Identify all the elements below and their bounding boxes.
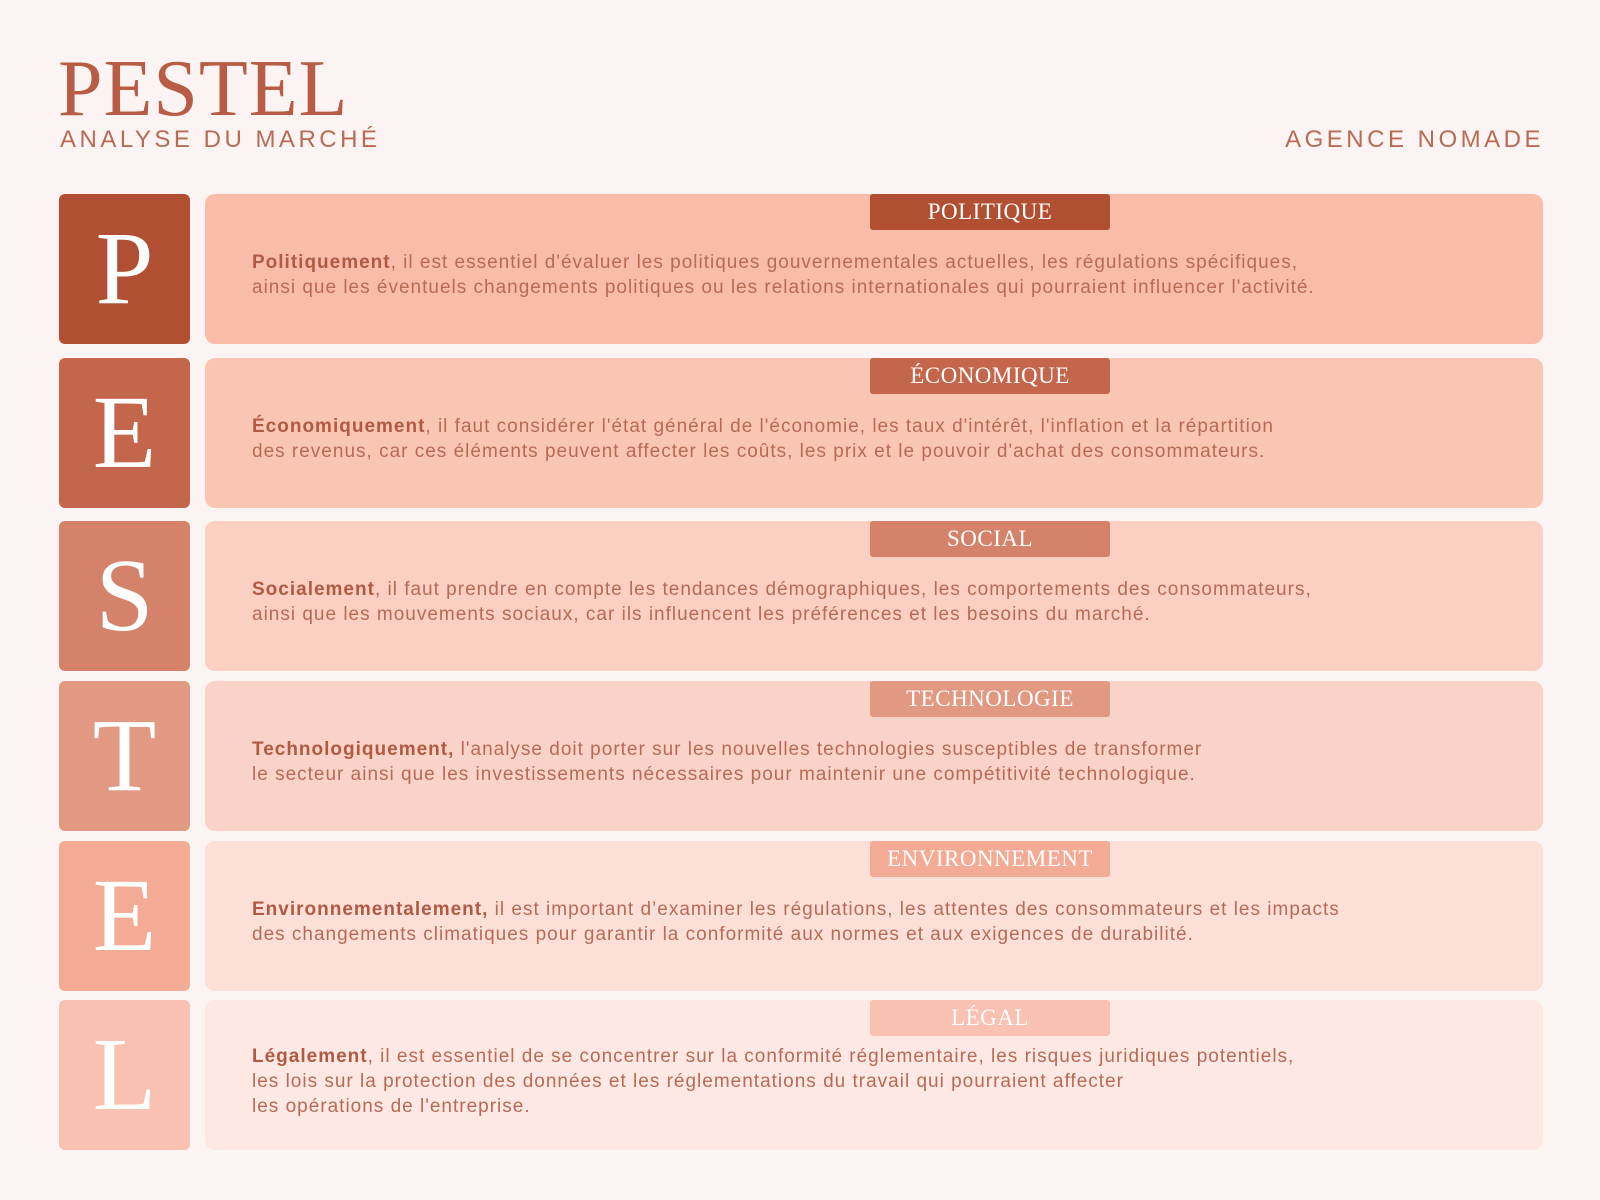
description-lead: Technologiquement, bbox=[252, 739, 455, 760]
section-description bbox=[252, 414, 1492, 464]
section-card bbox=[205, 521, 1543, 671]
description-text: il est important d’examiner les régulations, les attentes des consommateurs et les impacts bbox=[488, 899, 1340, 920]
pestel-row-technologie bbox=[0, 681, 1600, 831]
description-lead: Politiquement bbox=[252, 252, 391, 273]
pestel-row-politique bbox=[0, 194, 1600, 344]
letter-box bbox=[59, 1000, 190, 1150]
description-line bbox=[252, 897, 1492, 922]
pestel-row-social bbox=[0, 521, 1600, 671]
letter-box bbox=[59, 194, 190, 344]
letter-box bbox=[59, 841, 190, 991]
section-description bbox=[252, 737, 1492, 787]
description-text: , il est essentiel de se concentrer sur la conformité réglementaire, les risques juridiques potentiels, bbox=[367, 1046, 1295, 1067]
letter-box bbox=[59, 358, 190, 508]
description-line: les lois sur la protection des données et les réglementations du travail qui pourraient affecter bbox=[252, 1071, 1124, 1092]
description-line: ainsi que les mouvements sociaux, car ils influencent les préférences et les besoins du marché. bbox=[252, 604, 1151, 625]
section-tag bbox=[870, 358, 1110, 394]
page-title: PESTEL bbox=[58, 45, 349, 133]
pestel-letter: E bbox=[92, 858, 157, 973]
pestel-letter: E bbox=[92, 375, 157, 490]
description-line bbox=[252, 414, 1492, 439]
page-subtitle: ANALYSE DU MARCHÉ bbox=[60, 126, 381, 153]
description-text: , il faut prendre en compte les tendances démographiques, les comportements des consommateurs, bbox=[374, 579, 1312, 600]
description-line: les opérations de l'entreprise. bbox=[252, 1096, 531, 1117]
description-line: ainsi que les éventuels changements politiques ou les relations internationales qui pourraient influencer l'activité. bbox=[252, 277, 1315, 298]
description-line bbox=[252, 577, 1492, 602]
section-tag bbox=[870, 194, 1110, 230]
section-description bbox=[252, 897, 1492, 947]
pestel-letter: P bbox=[95, 211, 154, 326]
section-tag-label: LÉGAL bbox=[951, 1005, 1029, 1030]
description-line: des changements climatiques pour garantir la conformité aux normes et aux exigences de durabilité. bbox=[252, 924, 1194, 945]
description-lead: Économiquement bbox=[252, 416, 426, 437]
pestel-letter: L bbox=[92, 1017, 157, 1132]
description-lead: Environnementalement, bbox=[252, 899, 489, 920]
section-description bbox=[252, 577, 1492, 627]
pestel-row-environnement bbox=[0, 841, 1600, 991]
section-tag bbox=[870, 521, 1110, 557]
section-tag-label: ÉCONOMIQUE bbox=[910, 363, 1070, 388]
section-description bbox=[252, 1044, 1492, 1119]
section-tag bbox=[870, 841, 1110, 877]
company-name: AGENCE NOMADE bbox=[1285, 126, 1544, 153]
pestel-row-economique bbox=[0, 358, 1600, 508]
description-line: des revenus, car ces éléments peuvent affecter les coûts, les prix et le pouvoir d'achat des consommateurs. bbox=[252, 441, 1266, 462]
description-lead: Légalement bbox=[252, 1046, 368, 1067]
letter-box bbox=[59, 681, 190, 831]
pestel-letter: T bbox=[92, 698, 157, 813]
description-text: l'analyse doit porter sur les nouvelles technologies susceptibles de transformer bbox=[454, 739, 1203, 760]
section-description bbox=[252, 250, 1492, 300]
description-line bbox=[252, 737, 1492, 762]
pestel-letter: S bbox=[95, 538, 154, 653]
section-card bbox=[205, 194, 1543, 344]
section-card bbox=[205, 681, 1543, 831]
section-card bbox=[205, 841, 1543, 991]
letter-box bbox=[59, 521, 190, 671]
description-line: le secteur ainsi que les investissements nécessaires pour maintenir une compétitivité technologique. bbox=[252, 764, 1196, 785]
section-card bbox=[205, 358, 1543, 508]
section-tag bbox=[870, 1000, 1110, 1036]
description-lead: Socialement bbox=[252, 579, 375, 600]
description-text: , il est essentiel d'évaluer les politiques gouvernementales actuelles, les régulations spécifiques, bbox=[390, 252, 1298, 273]
pestel-row-legal bbox=[0, 1000, 1600, 1150]
section-tag-label: POLITIQUE bbox=[927, 199, 1053, 224]
description-line bbox=[252, 250, 1492, 275]
description-line bbox=[252, 1044, 1492, 1069]
section-tag-label: SOCIAL bbox=[946, 526, 1034, 551]
section-card bbox=[205, 1000, 1543, 1150]
description-text: , il faut considérer l'état général de l'économie, les taux d'intérêt, l'inflation et la répartition bbox=[425, 416, 1274, 437]
section-tag-label: TECHNOLOGIE bbox=[906, 686, 1074, 711]
section-tag-label: ENVIRONNEMENT bbox=[887, 846, 1093, 871]
section-tag bbox=[870, 681, 1110, 717]
